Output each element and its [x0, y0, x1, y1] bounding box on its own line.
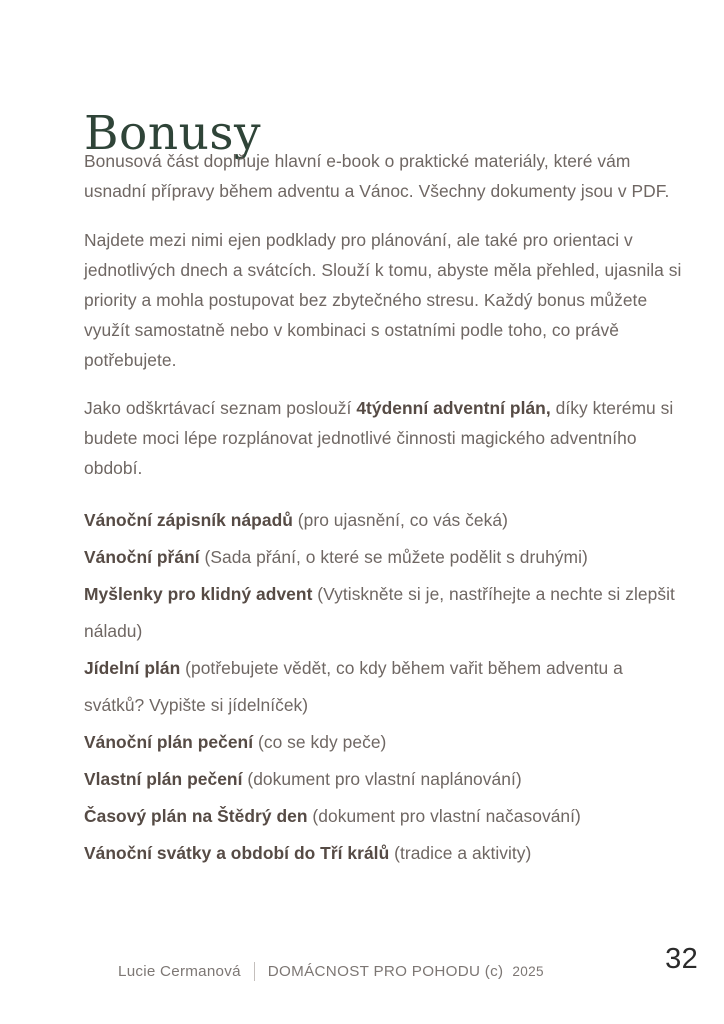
list-item	[84, 502, 684, 539]
bonus-item-description: (Vytiskněte si je, nastříhejte a nechte si zlepšit náladu)	[84, 584, 675, 641]
page-content	[84, 146, 684, 872]
bonus-item-description: (dokument pro vlastní naplánování)	[242, 769, 522, 789]
bonus-list	[84, 502, 684, 872]
footer-credit	[118, 962, 544, 981]
paragraph-3-tail: díky kterému si budete moci lépe rozplánovat jednotlivé činnosti magického adventního období.	[84, 398, 674, 478]
bonus-item-title: Časový plán na Štědrý den	[84, 806, 308, 826]
list-item	[84, 724, 684, 761]
footer-divider-icon	[254, 962, 255, 981]
advent-plan-emphasis: 4týdenní adventní plán,	[356, 398, 551, 418]
page-title: Bonusy	[84, 106, 262, 162]
list-item	[84, 835, 684, 872]
page-number: 32	[665, 943, 698, 975]
intro-paragraph-3	[84, 393, 684, 483]
list-item	[84, 798, 684, 835]
list-item	[84, 650, 684, 724]
bonus-item-description: (Sada přání, o které se můžete podělit s druhými)	[199, 547, 588, 567]
footer-author: Lucie Cermanová	[118, 963, 241, 980]
bonus-item-description: (pro ujasnění, co vás čeká)	[292, 510, 508, 530]
intro-paragraph-1: Bonusová část doplňuje hlavní e-book o praktické materiály, které vám usnadní přípravy během adventu a Vánoc. Všechny dokumenty jsou v PDF.	[84, 151, 670, 201]
list-item	[84, 576, 684, 650]
bonus-item-title: Myšlenky pro klidný advent	[84, 584, 313, 604]
bonus-item-description: (dokument pro vlastní načasování)	[307, 806, 581, 826]
list-item	[84, 761, 684, 798]
bonus-item-title: Vánoční přání	[84, 547, 200, 567]
list-item	[84, 539, 684, 576]
bonus-item-title: Vánoční zápisník nápadů	[84, 510, 293, 530]
paragraph-3-lead: Jako odškrtávací seznam poslouží	[84, 398, 357, 418]
bonus-item-title: Vánoční svátky a období do Tří králů	[84, 843, 390, 863]
page-footer	[0, 943, 724, 1002]
footer-brand: DOMÁCNOST PRO POHODU (c)	[267, 963, 504, 980]
bonus-item-title: Jídelní plán	[84, 658, 181, 678]
bonus-item-title: Vánoční plán pečení	[84, 732, 254, 752]
footer-year: 2025	[512, 964, 544, 979]
bonus-item-description: (tradice a aktivity)	[389, 843, 532, 863]
bonus-item-description: (co se kdy peče)	[253, 732, 387, 752]
bonus-item-description: (potřebujete vědět, co kdy během vařit během adventu a svátků? Vypište si jídelníček)	[84, 658, 623, 715]
intro-paragraph-2: Najdete mezi nimi ejen podklady pro plánování, ale také pro orientaci v jednotlivých dnech a svátcích. Slouží k tomu, abyste měla přehled, ujasnila si priority a mohla postupovat bez zbytečného stresu. Každý bonus můžete využít samostatně nebo v kombinaci s ostatními podle toho, co právě potřebujete.	[84, 230, 682, 370]
bonus-item-title: Vlastní plán pečení	[84, 769, 243, 789]
